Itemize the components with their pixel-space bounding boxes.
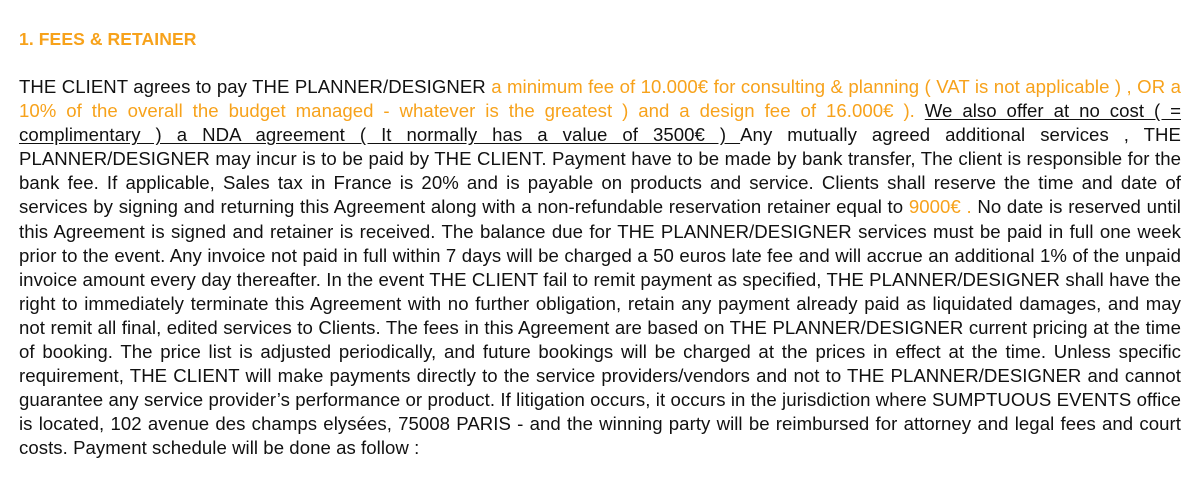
payment-terms-text: No date is reserved until this Agreement is signed and retainer is received. The balance due for THE PLANNER/DESIGNER services must be paid in full one week prior to the event. Any invoice not paid in full within 7 days will be charged a 50 euros late fee and will accrue an additional 1% of the unpaid invoice amount every day thereafter. In the event THE CLIENT fail to remit payment as specified, THE PLANNER/DESIGNER shall have the right to immediately terminate this Agreement with no further obligation, retain any payment already paid as liquidated damages, and may not remit all final, edited services to Clients. The fees in this Agreement are based on THE PLANNER/DESIGNER current pricing at the time of booking. The price list is adjusted periodically, and future bookings will be charged at the prices in effect at the time. Unless specific requirement, THE CLIENT will make payments directly to the service providers/vendors and not to THE PLANNER/DESIGNER and cannot guarantee any service provider’s performance or product. If litigation occurs, it occurs in the jurisdiction where SUMPTUOUS EVENTS office is located, 102 avenue des champs elysées, 75008 PARIS - and the winning party will be reimbursed for attorney and legal fees and court costs. Payment schedule will be done as follow : — [19, 196, 1181, 459]
section-heading: 1. FEES & RETAINER — [19, 29, 197, 49]
nda-complimentary-note: We also offer at no cost ( = complimentary ) a NDA agreement ( It normally has a value of 3500€ ) — [19, 100, 1181, 146]
document-page — [19, 20, 1181, 461]
retainer-amount-highlight: 9000€ . — [908, 196, 978, 218]
section-body — [19, 75, 1181, 461]
additional-services-text: Any mutually agreed additional services , THE PLANNER/DESIGNER may incur is to be paid by THE CLIENT. Payment have to be made by bank transfer, The client is responsible for the bank fee. If applicable, Sales tax in France is 20% and is payable on products and service. Clients shall reserve the time and date of services by signing and returning this Agreement along with a non-refundable reservation retainer equal to — [19, 124, 1181, 218]
client-agreement-intro-text: THE CLIENT agrees to pay THE PLANNER/DESIGNER — [19, 76, 492, 97]
fee-terms-highlight: a minimum fee of 10.000€ for consulting & planning ( VAT is not applicable ) , OR a 10% of the overall the budget managed - whatever is the greatest ) and a design fee of 16.000€ ). — [19, 76, 1181, 122]
